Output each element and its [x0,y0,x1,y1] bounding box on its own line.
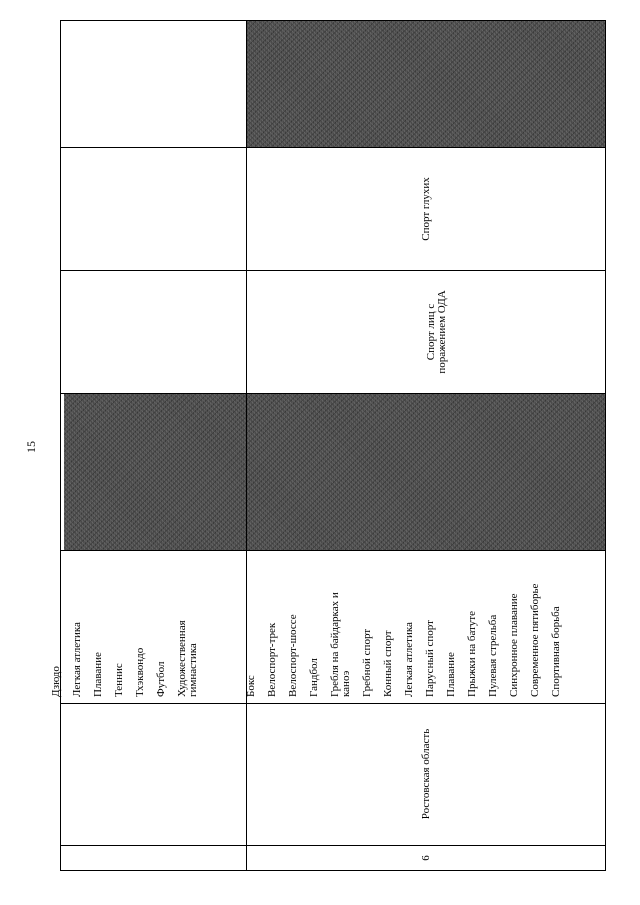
page-number: 15 [24,441,38,453]
sport-item: Дзюдо [50,666,62,697]
sport-item: Гандбол [308,658,320,697]
sport-item: Спортивная борьба [550,606,562,697]
sport-item: Легкая атлетика [403,622,415,697]
table-border-left [60,20,61,871]
sport-item: Плавание [445,652,457,697]
shaded-cell-top-row1 [246,20,606,147]
sport-item: Гребля на байдарках и каноэ [329,592,352,697]
region-cell [247,704,605,845]
oda-sport-label: Спорт лиц с поражением ОДА [425,290,448,374]
table-border-right [605,20,606,871]
sport-item: Тхэквондо [134,647,146,697]
deaf-sport-label: Спорт глухих [419,177,432,241]
sports-list-upper [50,551,246,703]
sport-item: Синхронное плавание [508,593,520,697]
sport-item: Парусный спорт [424,620,436,697]
sport-item: Конный спорт [382,630,394,697]
sports-table [50,20,606,871]
row-number: 6 [419,855,432,861]
sport-item: Гребной спорт [361,628,373,697]
sport-item: Теннис [113,663,125,697]
sport-item: Современное пятиборье [529,583,541,697]
sport-item: Плавание [92,652,104,697]
sport-item: Велоспорт-трек [266,622,278,697]
sport-item: Художественная гимнастика [176,620,199,697]
shaded-cell-mid [64,393,606,550]
sport-item: Футбол [155,661,167,697]
sport-item: Легкая атлетика [71,622,83,697]
sport-item: Пулевая стрельба [487,614,499,697]
region-name: Ростовская область [419,728,432,820]
sport-item: Бокс [245,675,257,697]
sport-item: Велоспорт-шоссе [287,614,299,697]
sports-list-lower [247,551,605,703]
row-number-cell [247,846,605,870]
oda-sport-cell [247,271,605,393]
table-border-bottom [60,870,606,871]
sport-item: Прыжки на батуте [466,611,478,697]
row-divider-3 [60,393,606,394]
table-border-top [60,20,606,21]
deaf-sport-cell [247,148,605,270]
